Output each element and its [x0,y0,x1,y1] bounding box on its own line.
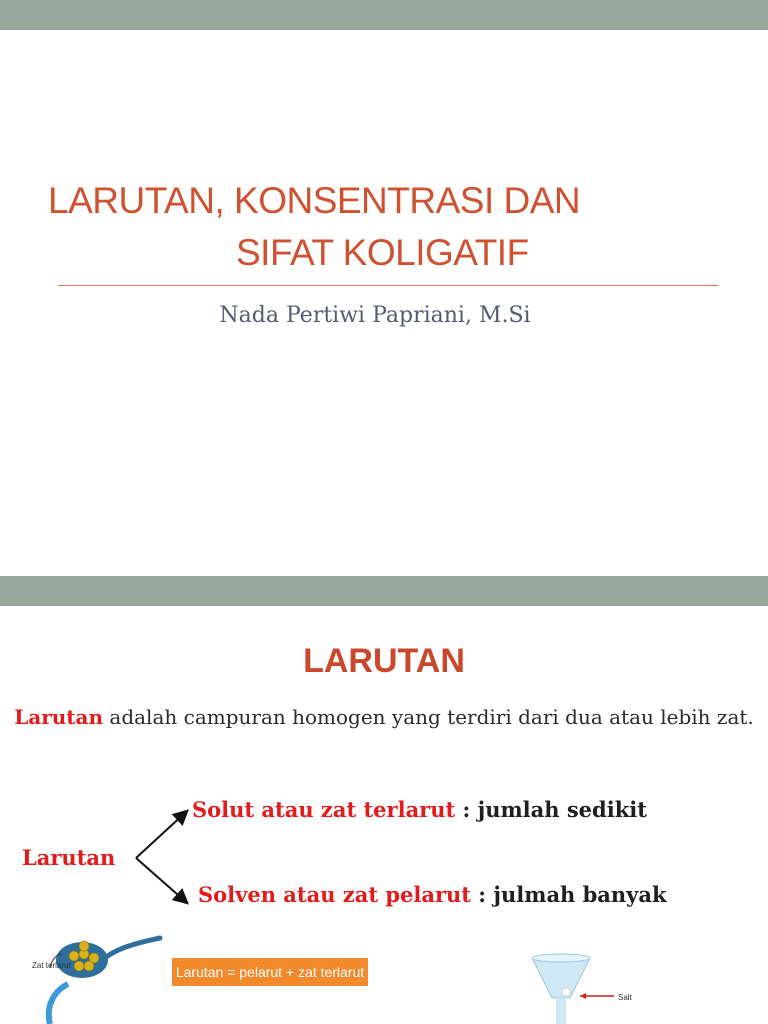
top-band [0,0,768,30]
author-name: Nada Pertiwi Papriani, M.Si [219,303,531,328]
slide-title [48,175,748,279]
title-line-1: LARUTAN, KONSENTRASI DAN [48,180,581,221]
branch-solvent-term: Solven atau zat pelarut [198,882,471,907]
formula-box: Larutan = pelarut + zat terlarut [172,958,368,986]
pour-arrow [49,984,68,1024]
funnel-icon [528,952,648,1024]
branch-solvent-desc: : julmah banyak [471,882,667,907]
definition-term: Larutan [14,705,104,729]
arrow-down [136,858,186,902]
branch-solute [192,797,647,822]
solute-label: Zat terlarut [32,961,71,970]
definition-text: adalah campuran homogen yang terdiri dari dua atau lebih zat. [103,705,754,729]
section-heading: LARUTAN [303,642,465,680]
arrow-up [136,812,186,858]
branch-solvent [198,882,667,907]
branch-solute-desc: : jumlah sedikit [455,797,647,822]
slide-separator-band [0,576,768,606]
title-line-2: SIFAT KOLIGATIF [236,232,529,273]
branch-solute-term: Solut atau zat terlarut [192,797,456,822]
salt-label: Salt [618,993,632,1002]
title-divider [58,285,718,286]
definition-paragraph [14,702,754,732]
branch-arrows [130,800,200,910]
branch-root-label: Larutan [22,845,116,870]
